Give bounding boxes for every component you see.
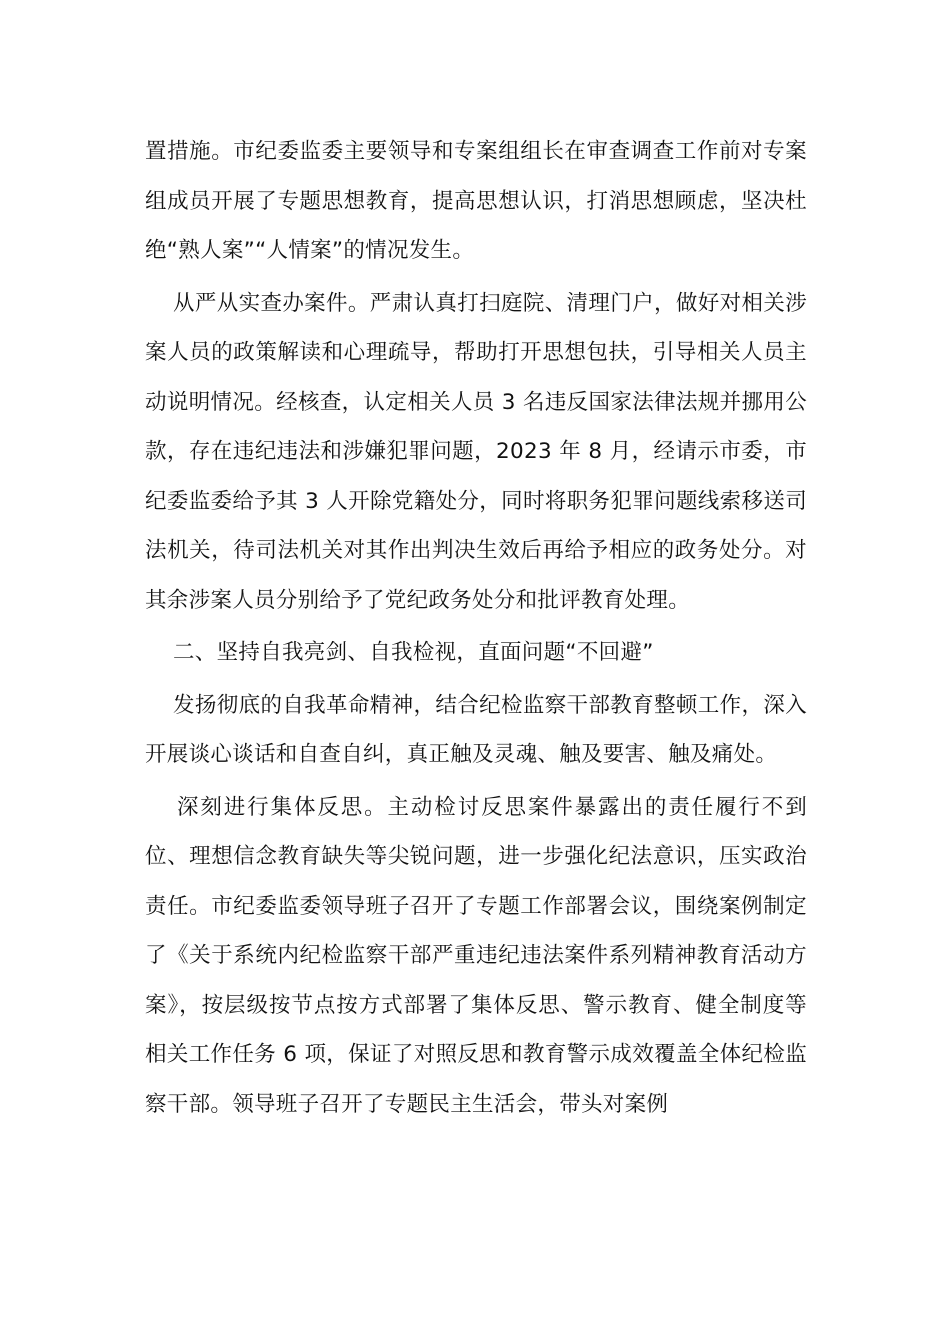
document-body <box>145 127 807 1132</box>
paragraph-self-revolution: 发扬彻底的自我革命精神，结合纪检监察干部教育整顿工作，深入开展谈心谈话和自查自纠，真正触及灵魂、触及要害、触及痛处。 <box>145 692 807 767</box>
section-heading: 二、坚持自我亮剑、自我检视，直面问题“不回避” <box>173 640 654 665</box>
paragraph-case-handling: 从严从实查办案件。严肃认真打扫庭院、清理门户，做好对相关涉案人员的政策解读和心理疏导，帮助打开思想包扶，引导相关人员主动说明情况。经核查，认定相关人员 3 名违反国家法律法规并挪用公款，存在违纪违法和涉嫌犯罪问题，2023 年 8 月，经请示市委，市纪委监委给予其 3 人开除党籍处分，同时将职务犯罪问题线索移送司法机关，待司法机关对其作出判决生效后再给予相应的政务处分。对其余涉案人员分别给予了党纪政务处分和批评教育处理。 <box>145 290 807 613</box>
paragraph-continuation: 置措施。市纪委监委主要领导和专案组组长在审查调查工作前对专案组成员开展了专题思想教育，提高思想认识，打消思想顾虑，坚决杜绝“熟人案”“人情案”的情况发生。 <box>145 139 807 263</box>
paragraph-collective-reflection: 深刻进行集体反思。主动检讨反思案件暴露出的责任履行不到位、理想信念教育缺失等尖锐问题，进一步强化纪法意识，压实政治责任。市纪委监委领导班子召开了专题工作部署会议，围绕案例制定了《关于系统内纪检监察干部严重违纪违法案件系列精神教育活动方案》，按层级按节点按方式部署了集体反思、警示教育、健全制度等相关工作任务 6 项，保证了对照反思和教育警示成效覆盖全体纪检监察干部。领导班子召开了专题民主生活会，带头对案例 <box>145 794 807 1117</box>
